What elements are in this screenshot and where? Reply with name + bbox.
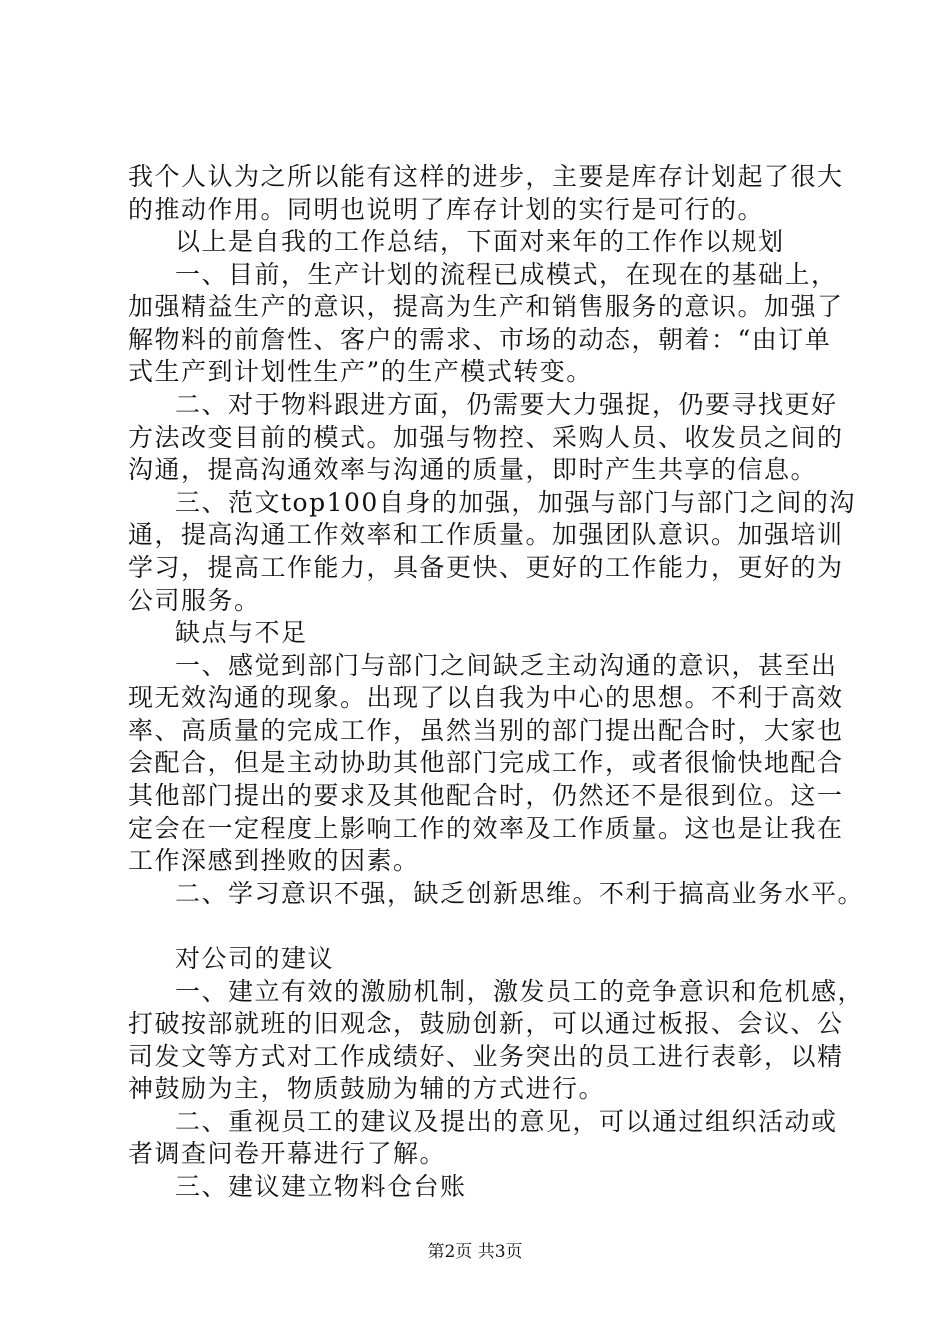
- text-line: 式生产到计划性生产”的生产模式转变。: [128, 357, 593, 386]
- text-line: 一、感觉到部门与部门之间缺乏主动沟通的意识，甚至出: [175, 651, 838, 680]
- section-heading: 对公司的建议: [175, 944, 335, 973]
- text-line: 学习，提高工作能力，具备更快、更好的工作能力，更好的为: [128, 553, 844, 582]
- text-line: 三、范文top100自身的加强，加强与部门与部门之间的沟: [175, 488, 856, 517]
- text-line: 司发文等方式对工作成绩好、业务突出的员工进行表彰，以精: [128, 1042, 844, 1071]
- text-line: 通，提高沟通工作效率和工作质量。加强团队意识。加强培训: [128, 520, 844, 549]
- text-line: 二、对于物料跟进方面，仍需要大力强捉，仍要寻找更好: [175, 390, 838, 419]
- text-line: 我个人认为之所以能有这样的进步，主要是库存计划起了很大: [128, 162, 844, 191]
- text-line: 现无效沟通的现象。出现了以自我为中心的思想。不利于高效: [128, 683, 844, 712]
- section-heading: 缺点与不足: [175, 618, 308, 647]
- page-footer: 第2页 共3页: [427, 1242, 523, 1262]
- text-line: 解物料的前詹性、客户的需求、市场的动态，朝着：“由订单: [128, 325, 832, 354]
- text-line: 沟通，提高沟通效率与沟通的质量，即时产生共享的信息。: [128, 455, 818, 484]
- text-line: 神鼓励为主，物质鼓励为辅的方式进行。: [128, 1074, 606, 1103]
- text-line: 定会在一定程度上影响工作的效率及工作质量。这也是让我在: [128, 814, 844, 843]
- text-line: 者调查问卷开幕进行了解。: [128, 1139, 447, 1168]
- text-line: 以上是自我的工作总结，下面对来年的工作作以规划: [175, 227, 785, 256]
- text-line: 工作深感到挫败的因素。: [128, 846, 420, 875]
- text-line: 其他部门提出的要求及其他配合时，仍然还不是很到位。这一: [128, 781, 844, 810]
- text-line: 打破按部就班的旧观念，鼓励创新，可以通过板报、会议、公: [128, 1009, 844, 1038]
- text-line: 三、建议建立物料仓台账: [175, 1172, 467, 1201]
- text-line: 方法改变目前的模式。加强与物控、采购人员、收发员之间的: [128, 423, 844, 452]
- text-line: 的推动作用。同明也说明了库存计划的实行是可行的。: [128, 195, 765, 224]
- text-line: 二、学习意识不强，缺乏创新思维。不利于搞高业务水平。: [175, 879, 865, 908]
- text-line: 公司服务。: [128, 586, 261, 615]
- text-line: 一、建立有效的激励机制，激发员工的竞争意识和危机感，: [175, 977, 865, 1006]
- text-line: 加强精益生产的意识，提高为生产和销售服务的意识。加强了: [128, 292, 844, 321]
- text-line: 会配合，但是主动协助其他部门完成工作，或者很愉快地配合: [128, 748, 844, 777]
- text-line: 二、重视员工的建议及提出的意见，可以通过组织活动或: [175, 1107, 838, 1136]
- text-line: 率、高质量的完成工作，虽然当别的部门提出配合时，大家也: [128, 716, 844, 745]
- text-line: 一、目前，生产计划的流程已成模式，在现在的基础上，: [175, 260, 838, 289]
